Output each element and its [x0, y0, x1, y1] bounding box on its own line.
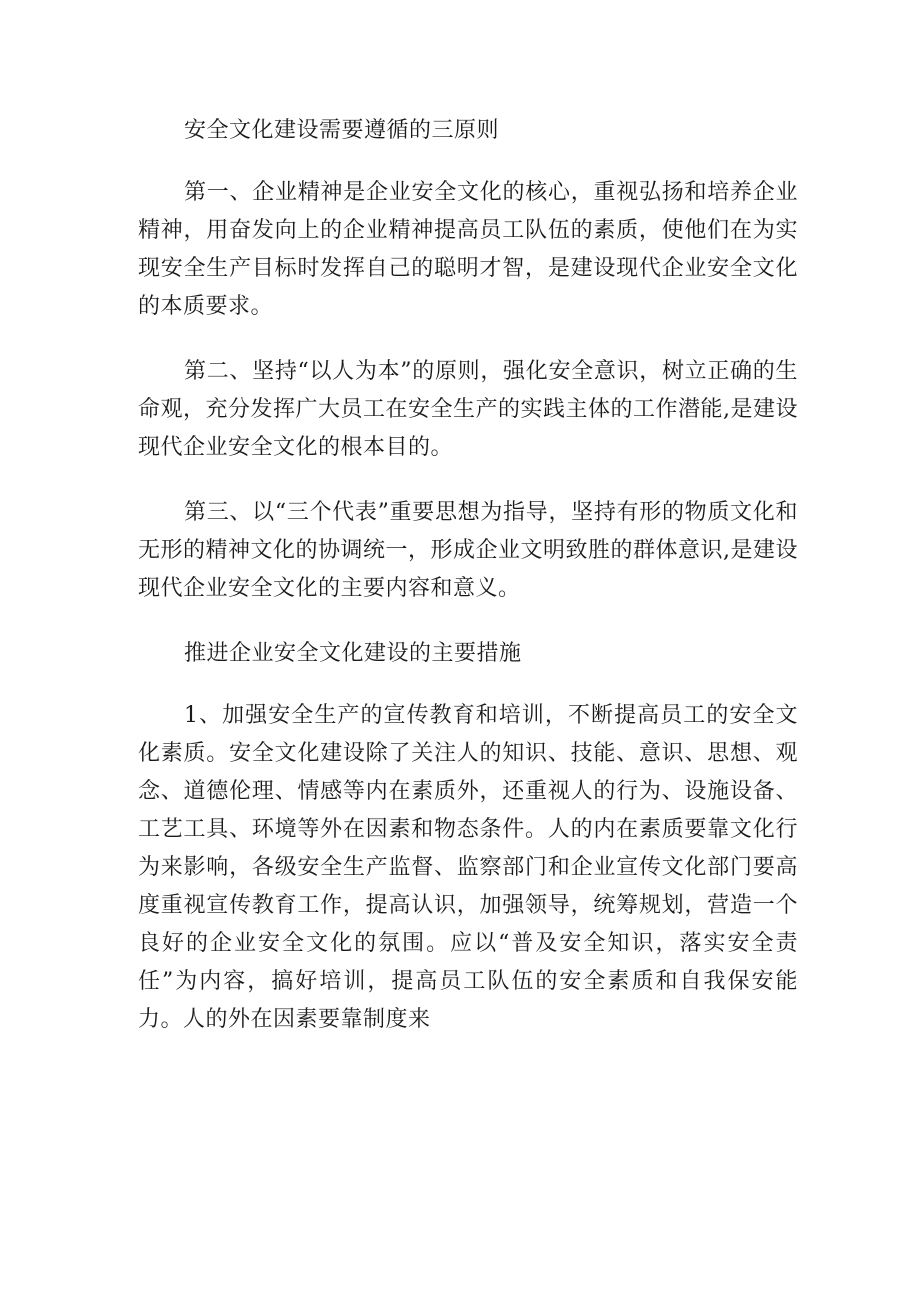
- principle-paragraph-1: 第一、企业精神是企业安全文化的核心，重视弘扬和培养企业精神，用奋发向上的企业精神提高员工队伍的素质，使他们在为实现安全生产目标时发挥自己的聪明才智，是建设现代企业安全文化的本质要求。: [138, 180, 798, 319]
- section-title-measures: 推进企业安全文化建设的主要措施: [184, 641, 522, 666]
- document-page: [138, 112, 798, 1039]
- measure-paragraph-1: 1、加强安全生产的宣传教育和培训，不断提高员工的安全文化素质。安全文化建设除了关注人的知识、技能、意识、思想、观念、道德伦理、情感等内在素质外，还重视人的行为、设施设备、工艺工具、环境等外在因素和物态条件。人的内在素质要靠文化行为来影响，各级安全生产监督、监察部门和企业宣传文化部门要高度重视宣传教育工作，提高认识，加强领导，统筹规划，营造一个良好的企业安全文化的氛围。应以“普及安全知识，落实安全责任”为内容，搞好培训，提高员工队伍的安全素质和自我保安能力。人的外在因素要靠制度来: [138, 703, 798, 1032]
- principle-paragraph-3: 第三、以“三个代表”重要思想为指导，坚持有形的物质文化和无形的精神文化的协调统一，形成企业文明致胜的群体意识,是建设现代企业安全文化的主要内容和意义。: [138, 500, 798, 601]
- principle-paragraph-2: 第二、坚持“以人为本”的原则，强化安全意识，树立正确的生命观，充分发挥广大员工在安全生产的实践主体的工作潜能,是建设现代企业安全文化的根本目的。: [138, 359, 798, 460]
- section-title-principles: 安全文化建设需要遵循的三原则: [184, 118, 500, 143]
